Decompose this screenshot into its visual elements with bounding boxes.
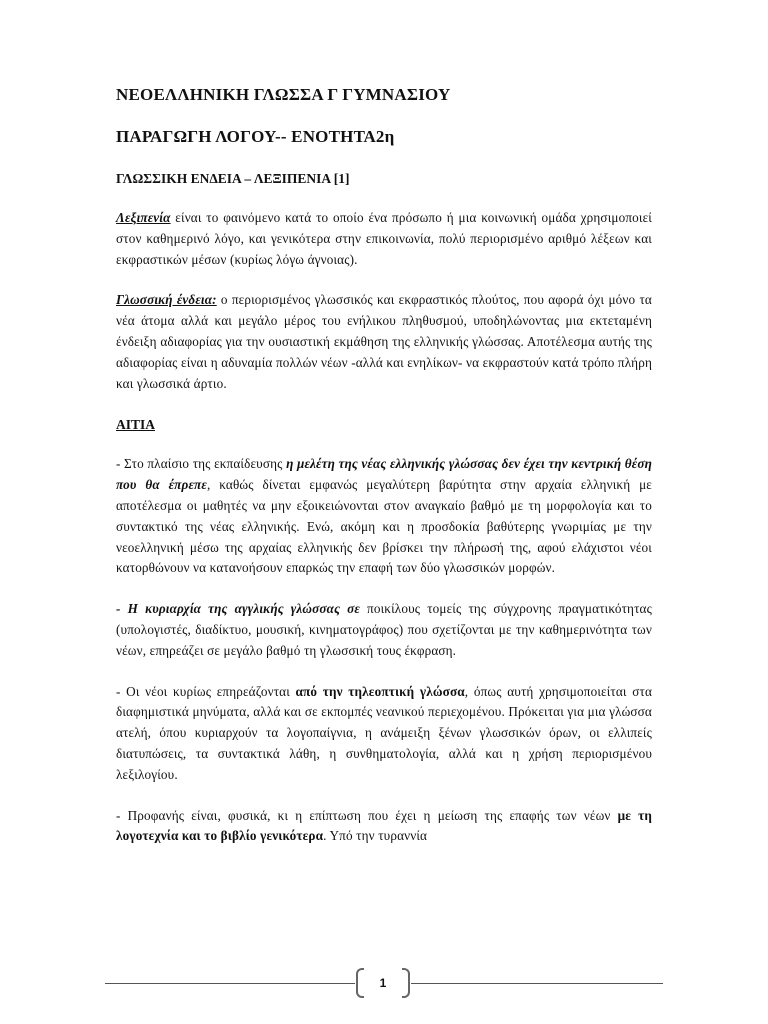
cause-television-intro: - Οι νέοι κυρίως επηρεάζονται: [116, 683, 296, 699]
lexipenia-term: Λεξιπενία: [116, 210, 171, 225]
cause-literature-text: . Υπό την τυραννία: [323, 828, 428, 844]
page-number: 1: [379, 976, 387, 990]
cause-television-emphasis: από την τηλεοπτική γλώσσα: [295, 683, 465, 699]
lexipenia-text: είναι το φαινόμενο κατά το οποίο ένα πρόσωπο ή μια κοινωνική ομάδα χρησιμοποιεί στον καθημερινό λόγο, και γενικότερα στην επικοινωνία, πολύ περιορισμένο αριθμό λέξεων και εκφραστικών μέσων (κυρίως λόγω άγνοιας).: [116, 210, 652, 267]
cause-english-emphasis: - Η κυριαρχία της αγγλικής γλώσσας σε: [116, 601, 360, 617]
section-subtitle: ΓΛΩΣΣΙΚΗ ΕΝΔΕΙΑ – ΛΕΞΙΠΕΝΙΑ [1]: [116, 171, 350, 186]
cause-television-text: , όπως αυτή χρησιμοποιείται στα διαφημιστικά μηνύματα, αλλά και σε εκπομπές νεανικού περιεχομένου. Πρόκειται για μια γλώσσα ατελή, όπου κυριαρχούν τα λογοπαίγνια, η ανάμειξη ξένων γλωσσικών όρων, οι ελλιπείς διατυπώσεις, τα συντακτικά λάθη, η συνθηματολογία, αλλά και η χρήση περιορισμένου λεξιλογίου.: [116, 683, 652, 782]
endeia-term: Γλωσσική ένδεια:: [116, 292, 217, 308]
cause-education-intro: - Στο πλαίσιο της εκπαίδευσης: [116, 456, 287, 472]
cause-education-emphasis: η μελέτη της νέας ελληνικής γλώσσας δεν έχει την κεντρική θέση που θα έπρεπε: [116, 456, 652, 493]
cause-television: [116, 682, 652, 786]
footer-rule-left: [105, 983, 355, 984]
document-title: ΝΕΟΕΛΛΗΝΙΚΗ ΓΛΩΣΣΑ Γ ΓΥΜΝΑΣΙΟΥ: [116, 85, 451, 104]
cause-education: [116, 454, 652, 579]
endeia-text: ο περιορισμένος γλωσσικός και εκφραστικός πλούτος, που αφορά όχι μόνο τα νέα άτομα αλλά και μεγάλο μέρος του ενήλικου πληθυσμού, υποδηλώνοντας μια εκτεταμένη ένδειξη αδιαφορίας για την ουσιαστική εκμάθηση της ελληνικής γλώσσας. Αποτέλεσμα αυτής της αδιαφορίας είναι η αδυναμία πολλών νέων -αλλά και ενηλίκων- να εκφραστούν κατά τρόπο πλήρη και γλωσσικά άρτιο.: [116, 292, 652, 391]
cause-english-text: ποικίλους τομείς της σύγχρονης πραγματικότητας (υπολογιστές, διαδίκτυο, μουσική, κινηματογράφος) που σχετίζονται με την καθημερινότητα των νέων, επηρεάζει σε μεγάλο βαθμό τη γλωσσική τους έκφραση.: [116, 601, 652, 658]
cause-literature-emphasis: με τη λογοτεχνία και το βιβλίο γενικότερα: [116, 807, 652, 844]
lexipenia-definition: [116, 208, 652, 270]
footer-rule-right: [411, 983, 663, 984]
endeia-definition: [116, 290, 652, 394]
cause-english: [116, 599, 652, 661]
unit-title: ΠΑΡΑΓΩΓΗ ΛΟΓΟΥ-- ΕΝΟΤΗΤΑ2η: [116, 127, 395, 146]
cause-literature: [116, 806, 652, 848]
document-page: [116, 84, 652, 847]
causes-heading: ΑΙΤΙΑ: [116, 417, 156, 433]
cause-literature-intro: - Προφανής είναι, φυσικά, κι η επίπτωση που έχει η μείωση της επαφής των νέων: [116, 807, 618, 823]
cause-education-text: , καθώς δίνεται εμφανώς μεγαλύτερη βαρύτητα στην αρχαία ελληνική με αποτέλεσμα οι μαθητές να μην εξοικειώνονται στον αναγκαίο βαθμό με τη μορφολογία και το συντακτικό της νέας ελληνικής. Ενώ, ακόμη και η προσδοκία βαθύτερης γνωριμίας με την νεοελληνική μέσω της αρχαίας ελληνικής δεν βρίσκει την πλήρωσή της, αφού ελάχιστοι νέοι κατορθώνουν να κατανοήσουν επαρκώς την επαφή των δύο γλωσσικών μορφών.: [116, 477, 652, 576]
